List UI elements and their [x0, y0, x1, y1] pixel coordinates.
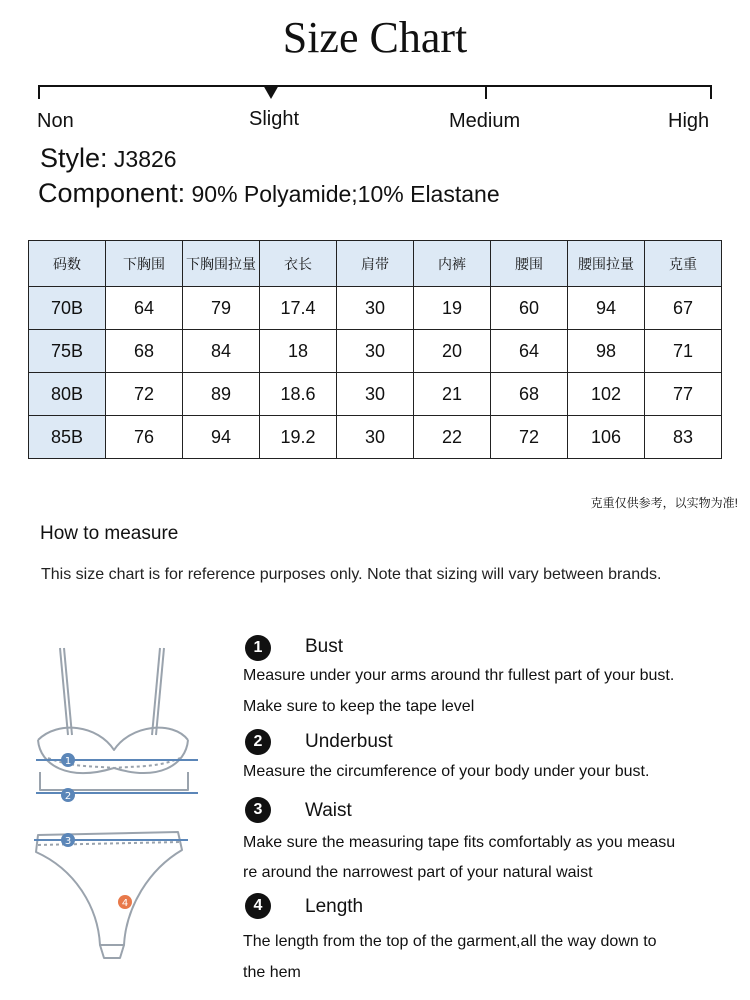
length-title: Length	[305, 896, 364, 917]
table-cell: 72	[491, 416, 568, 459]
table-cell: 30	[337, 373, 414, 416]
number-1-icon: 1	[245, 635, 271, 661]
scale-label-high: High	[668, 110, 710, 132]
table-cell: 89	[183, 373, 260, 416]
underbust-desc-line: Measure the circumference of your body under your bust.	[243, 763, 650, 780]
scale-label-slight: Slight	[249, 108, 300, 130]
style-info	[40, 143, 177, 174]
table-cell: 60	[491, 287, 568, 330]
scale-tick	[710, 85, 712, 99]
table-cell: 68	[106, 330, 183, 373]
scale-tick	[38, 85, 40, 99]
number-2-icon: 2	[245, 729, 271, 755]
weight-note: 克重仅供参考，以实物为准!	[590, 496, 738, 510]
table-cell: 21	[414, 373, 491, 416]
number-4-icon: 4	[245, 893, 271, 919]
table-cell: 20	[414, 330, 491, 373]
size-cell: 75B	[29, 330, 106, 373]
waist-title: Waist	[305, 800, 352, 821]
size-cell: 70B	[29, 287, 106, 330]
svg-text:1: 1	[64, 756, 72, 767]
how-to-measure-heading: How to measure	[40, 523, 179, 544]
stretch-scale-line	[38, 85, 712, 87]
svg-text:2: 2	[64, 791, 72, 802]
scale-label-non: Non	[37, 110, 74, 132]
table-cell: 94	[183, 416, 260, 459]
table-cell: 19	[414, 287, 491, 330]
table-cell: 22	[414, 416, 491, 459]
table-row	[29, 373, 722, 416]
svg-text:4: 4	[121, 898, 129, 909]
table-header-cell: 腰围拉量	[568, 241, 645, 287]
figure-marker-1	[61, 753, 75, 767]
table-header-cell: 码数	[29, 241, 106, 287]
table-header-cell: 克重	[645, 241, 722, 287]
table-cell: 67	[645, 287, 722, 330]
table-header-cell: 内裤	[414, 241, 491, 287]
table-cell: 18	[260, 330, 337, 373]
bust-desc-line: Measure under your arms around thr fullest part of your bust.	[243, 667, 675, 684]
garment-illustration	[28, 640, 208, 970]
table-cell: 98	[568, 330, 645, 373]
table-row	[29, 330, 722, 373]
table-cell: 64	[491, 330, 568, 373]
number-3-icon: 3	[245, 797, 271, 823]
table-cell: 106	[568, 416, 645, 459]
table-cell: 84	[183, 330, 260, 373]
bust-title: Bust	[305, 636, 344, 657]
table-cell: 72	[106, 373, 183, 416]
length-desc-line: The length from the top of the garment,all the way down to	[243, 933, 657, 950]
table-cell: 17.4	[260, 287, 337, 330]
table-cell: 94	[568, 287, 645, 330]
table-cell: 30	[337, 416, 414, 459]
table-row	[29, 416, 722, 459]
table-cell: 18.6	[260, 373, 337, 416]
table-cell: 83	[645, 416, 722, 459]
underbust-title: Underbust	[305, 731, 393, 752]
reference-note: This size chart is for reference purposes only. Note that sizing will vary between brands.	[41, 566, 662, 583]
size-cell: 85B	[29, 416, 106, 459]
figure-marker-2	[61, 788, 75, 802]
table-cell: 68	[491, 373, 568, 416]
scale-tick	[485, 85, 487, 99]
table-cell: 77	[645, 373, 722, 416]
component-value: 90% Polyamide;10% Elastane	[191, 181, 500, 207]
table-cell: 30	[337, 287, 414, 330]
page-title: Size Chart	[282, 13, 468, 62]
bust-desc-line: Make sure to keep the tape level	[243, 698, 475, 715]
table-cell: 79	[183, 287, 260, 330]
table-header-cell: 腰围	[491, 241, 568, 287]
table-cell: 64	[106, 287, 183, 330]
scale-pointer-icon	[263, 85, 279, 99]
component-label: Component:	[38, 178, 186, 208]
size-table	[28, 240, 722, 459]
scale-label-medium: Medium	[449, 110, 521, 132]
table-cell: 19.2	[260, 416, 337, 459]
size-cell: 80B	[29, 373, 106, 416]
table-cell: 76	[106, 416, 183, 459]
table-cell: 102	[568, 373, 645, 416]
style-value: J3826	[113, 146, 177, 172]
table-cell: 71	[645, 330, 722, 373]
table-header-cell: 衣长	[260, 241, 337, 287]
table-header-cell: 下胸围拉量	[183, 241, 260, 287]
table-header-cell: 肩带	[337, 241, 414, 287]
table-header-cell: 下胸围	[106, 241, 183, 287]
length-desc-line: the hem	[243, 964, 301, 981]
svg-text:3: 3	[64, 836, 72, 847]
table-cell: 30	[337, 330, 414, 373]
style-label: Style:	[40, 143, 108, 173]
waist-desc-line: Make sure the measuring tape fits comfortably as you measu	[243, 834, 676, 851]
table-row	[29, 287, 722, 330]
component-info	[38, 178, 500, 209]
figure-marker-3	[61, 833, 75, 847]
waist-desc-line: re around the narrowest part of your natural waist	[243, 864, 593, 881]
table-header-row	[29, 241, 722, 287]
figure-marker-4	[118, 895, 132, 909]
